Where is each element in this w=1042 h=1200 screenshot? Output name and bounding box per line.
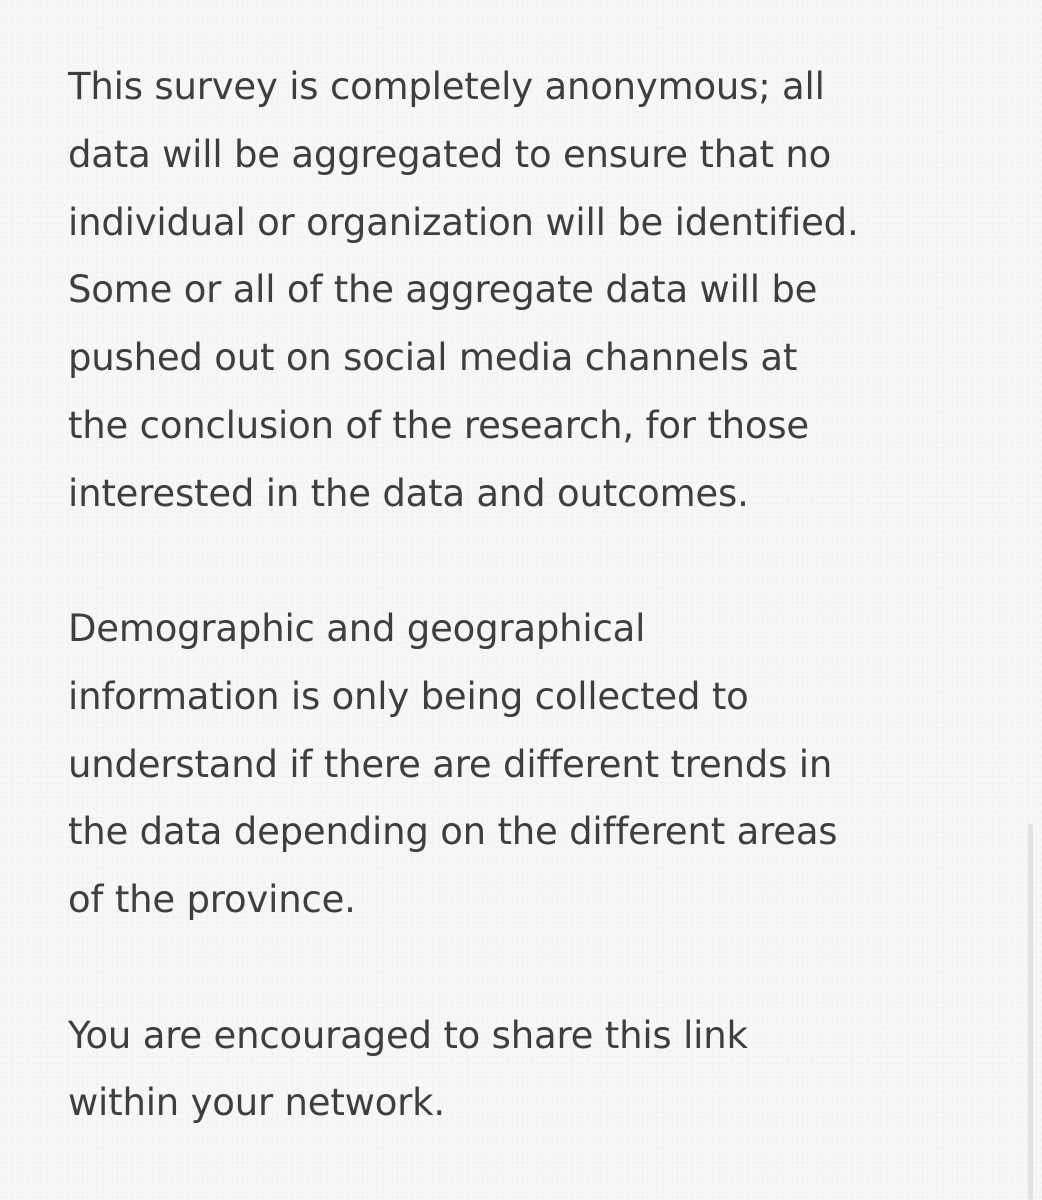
text-line: interested in the data and outcomes. — [68, 471, 749, 515]
paragraph-demographics — [68, 595, 998, 934]
note-content[interactable] — [68, 53, 998, 1137]
text-line: This survey is completely anonymous; all — [68, 65, 825, 108]
text-line: the conclusion of the research, for those — [68, 403, 809, 447]
text-line: information is only being collected to — [68, 674, 749, 718]
text-line: Demographic and geographical — [68, 607, 646, 651]
paragraph-anonymity — [68, 53, 998, 528]
text-line: within your network. — [68, 1081, 445, 1125]
text-line: the data depending on the different areas — [68, 810, 838, 854]
text-line: individual or organization will be identified. — [68, 200, 859, 244]
text-line: data will be aggregated to ensure that no — [68, 132, 832, 176]
text-line: of the province. — [68, 878, 356, 922]
text-line: understand if there are different trends in — [68, 742, 833, 786]
scroll-indicator[interactable] — [1028, 824, 1033, 1200]
text-line: You are encouraged to share this link — [68, 1013, 748, 1057]
text-line: Some or all of the aggregate data will be — [68, 268, 818, 312]
text-line: pushed out on social media channels at — [68, 336, 798, 380]
paragraph-share — [68, 1002, 998, 1138]
